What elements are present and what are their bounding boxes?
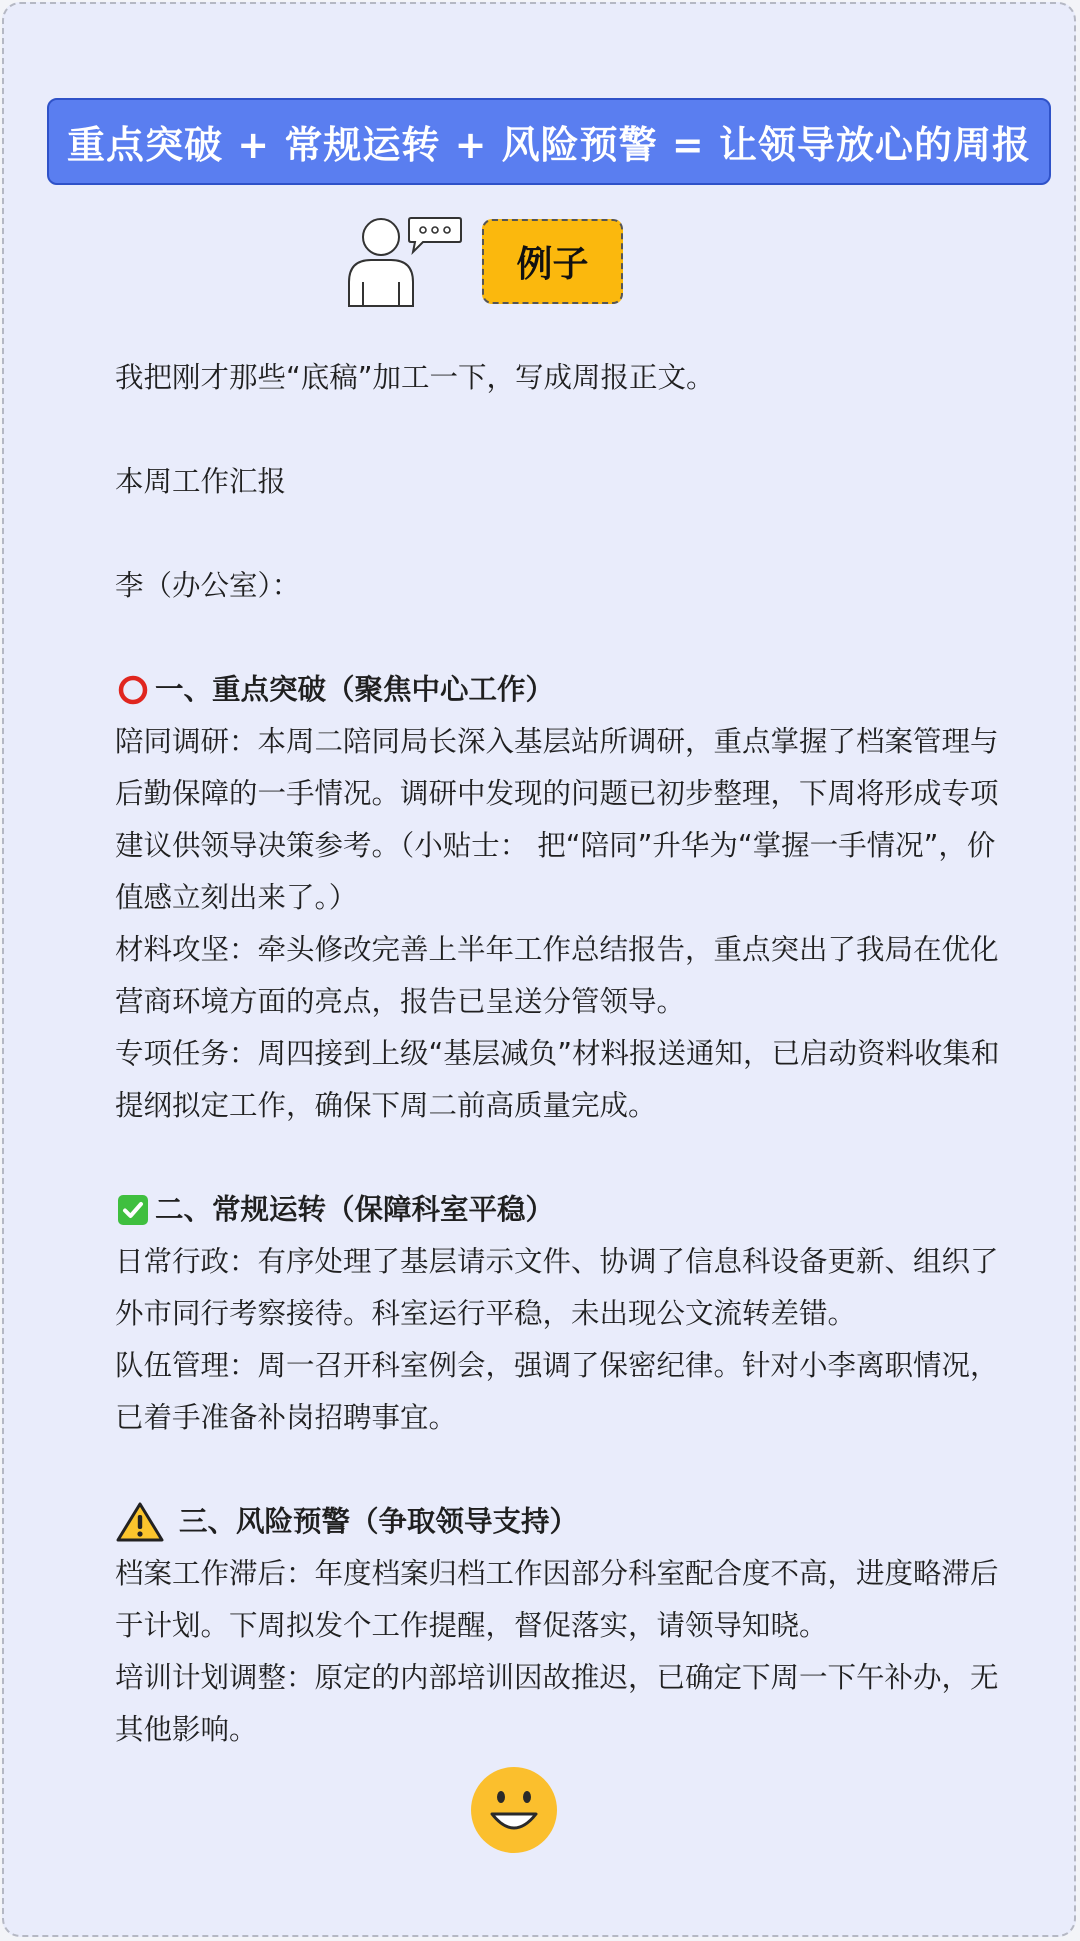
section-paragraph: 专项任务：周四接到上级“基层减负”材料报送通知，已启动资料收集和提纲拟定工作，确保下周二前高质量完成。 <box>115 1037 1000 1122</box>
section-heading-text: 三、风险预警（争取领导支持） <box>179 1505 579 1538</box>
section-heading-text: 二、常规运转（保障科室平稳） <box>155 1193 555 1226</box>
red-circle-icon <box>115 672 151 708</box>
report-body <box>115 352 1020 1756</box>
intro-text: 我把刚才那些“底稿”加工一下，写成周报正文。 <box>115 361 715 394</box>
person-speaking-icon <box>347 216 462 308</box>
smiley-face-icon <box>470 1766 558 1854</box>
section-heading-text: 一、重点突破（聚焦中心工作） <box>155 673 555 706</box>
report-title: 本周工作汇报 <box>115 465 287 498</box>
warning-icon <box>115 1504 165 1540</box>
example-badge: 例子 <box>482 219 623 304</box>
recipient-line: 李（办公室）： <box>115 569 301 602</box>
section-heading-routine <box>115 1184 1020 1236</box>
section-paragraph: 陪同调研：本周二陪同局长深入基层站所调研，重点掌握了档案管理与后勤保障的一手情况。调研中发现的问题已初步整理，下周将形成专项建议供领导决策参考。（小贴士： 把“陪同”升华为“掌握一手情况”，价值感立刻出来了。） <box>115 725 999 914</box>
section-paragraph: 日常行政：有序处理了基层请示文件、协调了信息科设备更新、组织了外市同行考察接待。科室运行平稳，未出现公文流转差错。 <box>115 1245 999 1330</box>
section-heading-risk <box>115 1496 1020 1548</box>
document-card <box>2 2 1076 1937</box>
section-paragraph: 培训计划调整：原定的内部培训因故推迟，已确定下周一下午补办，无其他影响。 <box>115 1661 999 1746</box>
banner-title: 重点突破 + 常规运转 + 风险预警 = 让领导放心的周报 <box>67 123 1031 167</box>
section-paragraph: 材料攻坚：牵头修改完善上半年工作总结报告，重点突出了我局在优化营商环境方面的亮点，报告已呈送分管领导。 <box>115 933 999 1018</box>
section-paragraph: 档案工作滞后：年度档案归档工作因部分科室配合度不高，进度略滞后于计划。下周拟发个工作提醒，督促落实，请领导知晓。 <box>115 1557 999 1642</box>
title-banner <box>47 98 1051 185</box>
section-paragraph: 队伍管理：周一召开科室例会，强调了保密纪律。针对小李离职情况，已着手准备补岗招聘事宜。 <box>115 1349 999 1434</box>
section-heading-breakthrough <box>115 664 1020 716</box>
green-check-icon <box>115 1192 151 1228</box>
